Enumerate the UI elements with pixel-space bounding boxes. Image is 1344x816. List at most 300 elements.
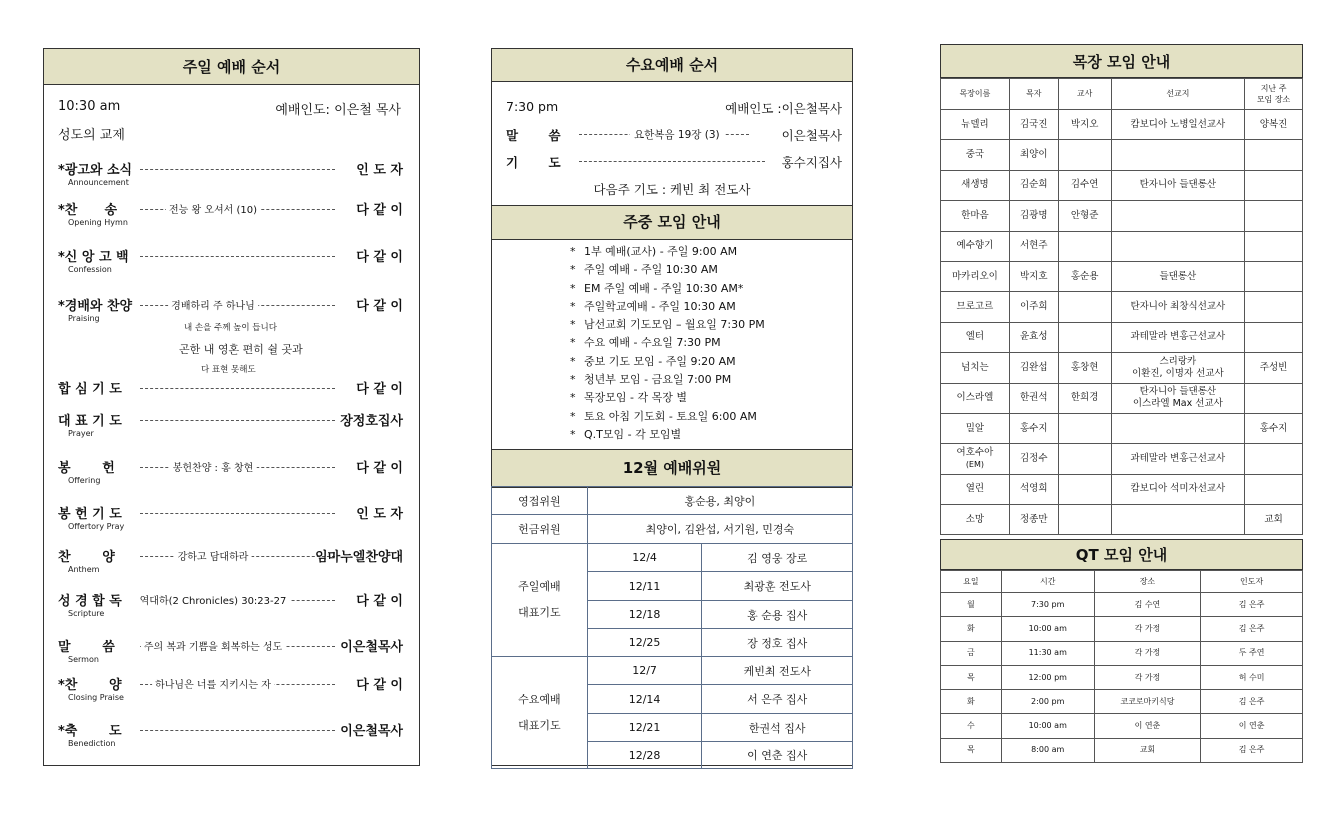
wednesday-word-row [506, 126, 842, 144]
table-cell: 허 수미 [1201, 665, 1303, 689]
order-item-detail: 전능 왕 오셔서 (10) [166, 201, 260, 216]
sunday-leader: 예배인도: 이은철 목사 [275, 103, 401, 118]
praise-line-3: 다 표현 못해도 [201, 365, 256, 375]
order-item-detail: 하나님은 너를 지키시는 자 [152, 676, 274, 691]
table-cell [1245, 201, 1303, 231]
order-item-leader: 다 같 이 [356, 461, 403, 476]
order-item-english: Anthem [68, 565, 100, 574]
table-cell: 이 연춘 [1201, 714, 1303, 738]
table-cell: 2:00 pm [1001, 690, 1094, 714]
cell-text: 캄보디아 석미자선교사 [1130, 483, 1226, 495]
name-cell: 장 정호 집사 [702, 629, 853, 657]
table-row [941, 617, 1303, 641]
cell-text: 탄자니아 들댄롱산 [1139, 179, 1217, 191]
order-item-leader: 다 같 이 [356, 382, 403, 397]
table-cell [941, 231, 1010, 261]
table-cell: 목 [941, 738, 1002, 762]
table-cell [941, 353, 1010, 383]
table-row [492, 657, 853, 685]
qt-rows [941, 593, 1303, 763]
table-cell [1009, 201, 1058, 231]
list-item: * 토요 아침 기도회 - 토요일 6:00 AM [570, 408, 765, 426]
cell-text: 열린 [965, 483, 985, 495]
order-item-english: Prayer [68, 429, 94, 438]
table-row [941, 505, 1303, 535]
weekly-meetings-title: 주중 모임 안내 [492, 205, 852, 240]
table-row [941, 593, 1303, 617]
leader-dash-line [140, 169, 335, 170]
table-cell [1245, 383, 1303, 413]
wed-prayer-label-1: 수요예배 [518, 692, 561, 706]
cell-group-rows [941, 110, 1303, 535]
table-cell [1009, 292, 1058, 322]
sunday-service-panel [43, 48, 420, 766]
col-header: 선교지 [1111, 79, 1245, 110]
cell-text: 양복진 [1259, 118, 1288, 130]
table-cell [1009, 170, 1058, 200]
table-cell [1245, 292, 1303, 322]
order-item [58, 378, 403, 398]
list-item: * 목장모임 - 각 목장 별 [570, 389, 765, 407]
order-item [58, 636, 403, 664]
table-row [941, 170, 1303, 200]
order-item [58, 410, 403, 438]
order-item [58, 199, 403, 227]
date-cell: 12/11 [587, 572, 702, 601]
cell-text: 소망 [965, 513, 985, 525]
table-row [492, 544, 853, 572]
cell-group-table [940, 78, 1303, 535]
table-cell [1245, 110, 1303, 140]
cell-text: 홍순용 [1070, 270, 1099, 282]
table-row [941, 714, 1303, 738]
table-cell [1058, 505, 1111, 535]
cell-text-extra: (EM) [965, 459, 985, 469]
cell-text: 김순희 [1019, 179, 1048, 191]
table-cell: 화 [941, 617, 1002, 641]
table-cell [1111, 353, 1245, 383]
list-item: * 중보 기도 모임 - 주일 9:20 AM [570, 353, 765, 371]
cell-text: 교회 [1264, 513, 1283, 525]
col-header-line-2: 모임 장소 [1256, 95, 1291, 104]
weekly-meetings-list [570, 243, 765, 444]
table-cell: 각 가정 [1094, 665, 1201, 689]
sunday-service-title: 주일 예배 순서 [44, 49, 419, 85]
cell-text: 윤효성 [1019, 331, 1048, 343]
table-cell [1058, 110, 1111, 140]
table-cell: 수 [941, 714, 1002, 738]
wednesday-service-title: 수요예배 순서 [492, 49, 852, 82]
table-row [941, 322, 1303, 352]
prayer-leader-line [579, 161, 765, 162]
table-cell [1245, 505, 1303, 535]
table-header-row [941, 79, 1303, 110]
table-cell [941, 413, 1010, 443]
order-item-title: 합 심 기 도 [58, 382, 122, 397]
name-cell: 이 연춘 집사 [702, 742, 853, 769]
cell-text-extra: 이환진, 이명자 선교사 [1132, 367, 1224, 379]
table-cell [1245, 261, 1303, 291]
order-item-title: 찬 양 [58, 550, 115, 565]
table-row [941, 261, 1303, 291]
cell-text: 안형준 [1070, 209, 1099, 221]
order-item-title: *찬 양 [58, 678, 122, 693]
date-cell: 12/21 [587, 714, 702, 742]
table-row [941, 690, 1303, 714]
cell-group-panel [940, 44, 1303, 767]
order-item-detail: 경배하리 주 하나님 [168, 297, 258, 312]
order-item-english: Announcement [68, 178, 129, 187]
sunday-prayer-label-2: 대표기도 [518, 606, 561, 619]
table-cell [1245, 170, 1303, 200]
name-cell: 김 영웅 장로 [702, 544, 853, 572]
name-cell: 최광훈 전도사 [702, 572, 853, 601]
cell-text: 정종만 [1019, 513, 1048, 525]
table-cell: 금 [941, 641, 1002, 665]
table-cell: 화 [941, 690, 1002, 714]
list-item: * 주일학교예배 - 주일 10:30 AM [570, 298, 765, 316]
list-item: * 수요 예배 - 수요일 7:30 PM [570, 334, 765, 352]
wednesday-leader: 예배인도 :이은철목사 [725, 101, 842, 116]
cell-text: 한권석 [1019, 392, 1048, 404]
order-item-leader: 인 도 자 [356, 507, 403, 522]
table-row [941, 140, 1303, 170]
sunday-prayer-label [492, 544, 588, 657]
table-cell: 각 가정 [1094, 641, 1201, 665]
order-item-title: *경배와 찬양 [58, 299, 133, 314]
order-item [58, 457, 403, 485]
col-header: 목자 [1009, 79, 1058, 110]
table-cell: 김 은주 [1201, 593, 1303, 617]
table-cell [1111, 170, 1245, 200]
order-item [58, 503, 403, 531]
list-item: * 주일 예배 - 주일 10:30 AM [570, 261, 765, 279]
table-cell [1058, 231, 1111, 261]
table-cell: 두 주연 [1201, 641, 1303, 665]
table-row [492, 515, 853, 544]
order-item [58, 590, 403, 618]
order-item-leader: 다 같 이 [356, 594, 403, 609]
cell-text: 주성빈 [1259, 361, 1288, 373]
table-cell [1111, 383, 1245, 413]
table-cell [1245, 322, 1303, 352]
cell-text: 홍수지 [1259, 422, 1288, 434]
usher-label: 영접위원 [492, 487, 588, 515]
order-item [58, 720, 403, 748]
table-cell [1111, 231, 1245, 261]
list-item: * Q.T모임 - 각 모임별 [570, 426, 765, 444]
order-item [58, 546, 403, 574]
table-row [941, 474, 1303, 504]
date-cell: 12/18 [587, 601, 702, 629]
table-cell [1058, 140, 1111, 170]
table-cell [941, 474, 1010, 504]
table-cell: 월 [941, 593, 1002, 617]
table-cell [1245, 231, 1303, 261]
cell-text-extra: 이스라엘 Max 선교사 [1132, 398, 1223, 410]
wednesday-prayer-label: 기 도 [506, 155, 561, 170]
date-cell: 12/7 [587, 657, 702, 685]
table-cell [1058, 413, 1111, 443]
table-cell [1058, 201, 1111, 231]
table-cell: 김 은주 [1201, 738, 1303, 762]
next-prayer: 다음주 기도 : 케빈 최 전도사 [593, 182, 751, 197]
table-cell [1111, 140, 1245, 170]
name-cell: 한권석 집사 [702, 714, 853, 742]
cell-text: 이스라엘 [956, 392, 994, 404]
table-cell [941, 110, 1010, 140]
table-cell [1009, 444, 1058, 474]
date-cell: 12/25 [587, 629, 702, 657]
table-cell [1058, 444, 1111, 474]
table-cell [1245, 474, 1303, 504]
usher-names: 홍순용, 최양이 [587, 487, 852, 515]
table-cell [941, 140, 1010, 170]
table-cell [1009, 505, 1058, 535]
cell-text: 뉴델리 [961, 118, 989, 130]
order-item-leader: 다 같 이 [356, 299, 403, 314]
table-cell [941, 505, 1010, 535]
table-cell [1009, 261, 1058, 291]
cell-text: 김국진 [1019, 118, 1048, 130]
order-item-english: Benediction [68, 739, 116, 748]
table-cell [941, 383, 1010, 413]
cell-text: 탄자니아 최창식선교사 [1130, 301, 1226, 313]
col-header: 장소 [1094, 571, 1201, 593]
order-item-english: Confession [68, 265, 112, 274]
order-item-leader: 인 도 자 [356, 163, 403, 178]
praise-line-1: 내 손을 주께 높이 듭니다 [184, 323, 277, 333]
order-item-leader: 장정호집사 [340, 414, 403, 429]
order-item-title: 성 경 합 독 [58, 594, 122, 609]
list-item: * 1부 예배(교사) - 주일 9:00 AM [570, 243, 765, 261]
table-cell [941, 322, 1010, 352]
table-row [941, 110, 1303, 140]
name-cell: 케빈최 전도사 [702, 657, 853, 685]
table-cell [1058, 170, 1111, 200]
col-header: 인도자 [1201, 571, 1303, 593]
offering-names: 최양이, 김완섭, 서기원, 민경숙 [587, 515, 852, 544]
table-cell: 이 연춘 [1094, 714, 1201, 738]
cell-group-title: 목장 모임 안내 [940, 44, 1303, 78]
table-cell [1058, 261, 1111, 291]
wednesday-panel [491, 48, 853, 766]
table-cell: 김 은주 [1201, 690, 1303, 714]
cell-text: 마카리오이 [951, 270, 998, 282]
cell-text: 박지호 [1019, 270, 1048, 282]
order-item-title: *광고와 소식 [58, 163, 133, 178]
leader-dash-line [140, 256, 335, 257]
table-cell [1111, 261, 1245, 291]
table-cell [1009, 110, 1058, 140]
december-committee-title: 12월 예배위원 [492, 449, 852, 488]
table-cell [1111, 322, 1245, 352]
table-row [941, 201, 1303, 231]
table-cell: 7:30 pm [1001, 593, 1094, 617]
order-item-leader: 다 같 이 [356, 203, 403, 218]
order-item-english: Scripture [68, 609, 105, 618]
list-item: * 남선교회 기도모임 – 월요일 7:30 PM [570, 316, 765, 334]
table-row [492, 487, 853, 515]
qt-title: QT 모임 안내 [940, 539, 1303, 570]
cell-text: 므로고르 [956, 301, 994, 313]
order-item-english: Offertory Pray [68, 522, 125, 531]
order-item-english: Opening Hymn [68, 218, 128, 227]
cell-text: 김정수 [1019, 452, 1048, 464]
cell-text: 한마음 [961, 209, 989, 221]
name-cell: 서 은주 집사 [702, 685, 853, 714]
table-cell [1111, 110, 1245, 140]
table-cell [1009, 413, 1058, 443]
order-item-leader: 임마누엘찬양대 [315, 550, 403, 565]
table-cell [1111, 474, 1245, 504]
table-cell: 12:00 pm [1001, 665, 1094, 689]
cell-text: 여호수아 [956, 446, 994, 458]
table-row [941, 292, 1303, 322]
name-cell: 홍 순용 집사 [702, 601, 853, 629]
col-header: 목장이름 [941, 79, 1010, 110]
table-cell: 코코로마키식당 [1094, 690, 1201, 714]
table-cell [1058, 353, 1111, 383]
table-row [941, 353, 1303, 383]
sunday-time: 10:30 am [58, 99, 121, 114]
sunday-fellowship: 성도의 교제 [58, 128, 125, 143]
table-row [941, 665, 1303, 689]
table-cell: 각 가정 [1094, 617, 1201, 641]
table-cell: 11:30 am [1001, 641, 1094, 665]
cell-text: 김완섭 [1019, 361, 1048, 373]
praise-line-2: 곤한 내 영혼 편히 쉴 곳과 [179, 343, 303, 356]
table-row [941, 383, 1303, 413]
table-cell [941, 292, 1010, 322]
table-cell [1111, 292, 1245, 322]
table-cell [1009, 383, 1058, 413]
wednesday-prayer-right: 홍수지집사 [781, 155, 842, 170]
cell-text: 넘치는 [961, 361, 989, 373]
wed-prayer-label [492, 657, 588, 769]
table-row [941, 413, 1303, 443]
order-item-leader: 이은철목사 [340, 640, 403, 655]
table-cell [1245, 413, 1303, 443]
table-cell [1009, 474, 1058, 504]
order-item-leader: 다 같 이 [356, 678, 403, 693]
wednesday-time: 7:30 pm [506, 99, 559, 114]
cell-text: 캄보디아 노병일선교사 [1130, 118, 1226, 130]
leader-dash-line [140, 388, 335, 389]
order-item-title: 대 표 기 도 [58, 414, 122, 429]
table-cell [1009, 140, 1058, 170]
table-cell [941, 170, 1010, 200]
table-cell [1245, 353, 1303, 383]
table-cell [1245, 140, 1303, 170]
order-item-english: Sermon [68, 655, 99, 664]
cell-text: 새생명 [961, 179, 989, 191]
date-cell: 12/14 [587, 685, 702, 714]
col-header-last-week [1245, 79, 1303, 110]
leader-dash-line [140, 730, 335, 731]
wed-prayer-label-2: 대표기도 [518, 718, 561, 732]
table-cell [1058, 474, 1111, 504]
order-item-english: Closing Praise [68, 693, 124, 702]
list-item: * EM 주일 예배 - 주일 10:30 AM* [570, 280, 765, 298]
table-cell: 목 [941, 665, 1002, 689]
table-cell [941, 444, 1010, 474]
leader-dash-line [140, 513, 335, 514]
table-cell [1111, 444, 1245, 474]
order-item-detail: 주의 복과 기쁨을 회복하는 성도 [141, 638, 285, 653]
date-cell: 12/28 [587, 742, 702, 769]
table-cell [1245, 444, 1303, 474]
qt-table [940, 570, 1303, 763]
sunday-prayer-label-1: 주일예배 [518, 580, 561, 593]
table-header-row [941, 571, 1303, 593]
wednesday-time-row [506, 99, 842, 114]
order-item-title: 봉 헌 [58, 461, 115, 476]
sunday-time-row [58, 99, 401, 118]
table-row [941, 738, 1303, 762]
table-cell [1058, 383, 1111, 413]
wednesday-word-right: 이은철목사 [781, 128, 842, 143]
table-row [941, 641, 1303, 665]
cell-text: 예수향기 [956, 240, 994, 252]
cell-text: 중국 [965, 149, 985, 161]
order-item-title: *찬 송 [58, 203, 118, 218]
order-item-english: Praising [68, 314, 100, 323]
cell-text: 과테말라 변홍근선교사 [1130, 452, 1226, 464]
wednesday-word-text: 요한복음 19장 (3) [630, 127, 724, 142]
table-cell [1009, 353, 1058, 383]
order-item-title: *신 앙 고 백 [58, 250, 129, 265]
table-cell [1111, 413, 1245, 443]
cell-text: 박지오 [1070, 118, 1099, 130]
wednesday-prayer-row [506, 153, 842, 171]
order-item-english: Offering [68, 476, 101, 485]
order-item-detail: 봉헌찬양 : 홍 창현 [170, 459, 257, 474]
table-cell: 10:00 am [1001, 714, 1094, 738]
table-cell [1058, 322, 1111, 352]
table-cell [941, 261, 1010, 291]
cell-text: 한희경 [1070, 392, 1099, 404]
order-item [58, 674, 403, 702]
cell-text: 밀알 [965, 422, 985, 434]
col-header-line-1: 지난 주 [1260, 84, 1287, 93]
table-cell: 8:00 am [1001, 738, 1094, 762]
order-item-detail: 역대하(2 Chronicles) 30:23-27 [137, 592, 290, 607]
cell-text: 김수연 [1070, 179, 1099, 191]
order-item-title: 봉 헌 기 도 [58, 507, 122, 522]
table-cell [1009, 322, 1058, 352]
table-cell [1111, 201, 1245, 231]
cell-text: 홍창현 [1070, 361, 1099, 373]
table-cell: 교회 [1094, 738, 1201, 762]
cell-text: 과테말라 변홍근선교사 [1130, 331, 1226, 343]
cell-text: 들댄롱산 [1159, 270, 1197, 282]
table-cell [1058, 292, 1111, 322]
table-cell [1111, 505, 1245, 535]
table-cell [941, 201, 1010, 231]
cell-text: 홍수지 [1019, 422, 1048, 434]
table-cell: 김 수연 [1094, 593, 1201, 617]
order-item [58, 295, 403, 323]
col-header: 시간 [1001, 571, 1094, 593]
col-header: 요일 [941, 571, 1002, 593]
table-cell: 10:00 am [1001, 617, 1094, 641]
leader-dash-line [140, 420, 335, 421]
offering-label: 헌금위원 [492, 515, 588, 544]
december-committee-table [491, 486, 853, 769]
table-row [941, 444, 1303, 474]
cell-text: 김광명 [1019, 209, 1048, 221]
